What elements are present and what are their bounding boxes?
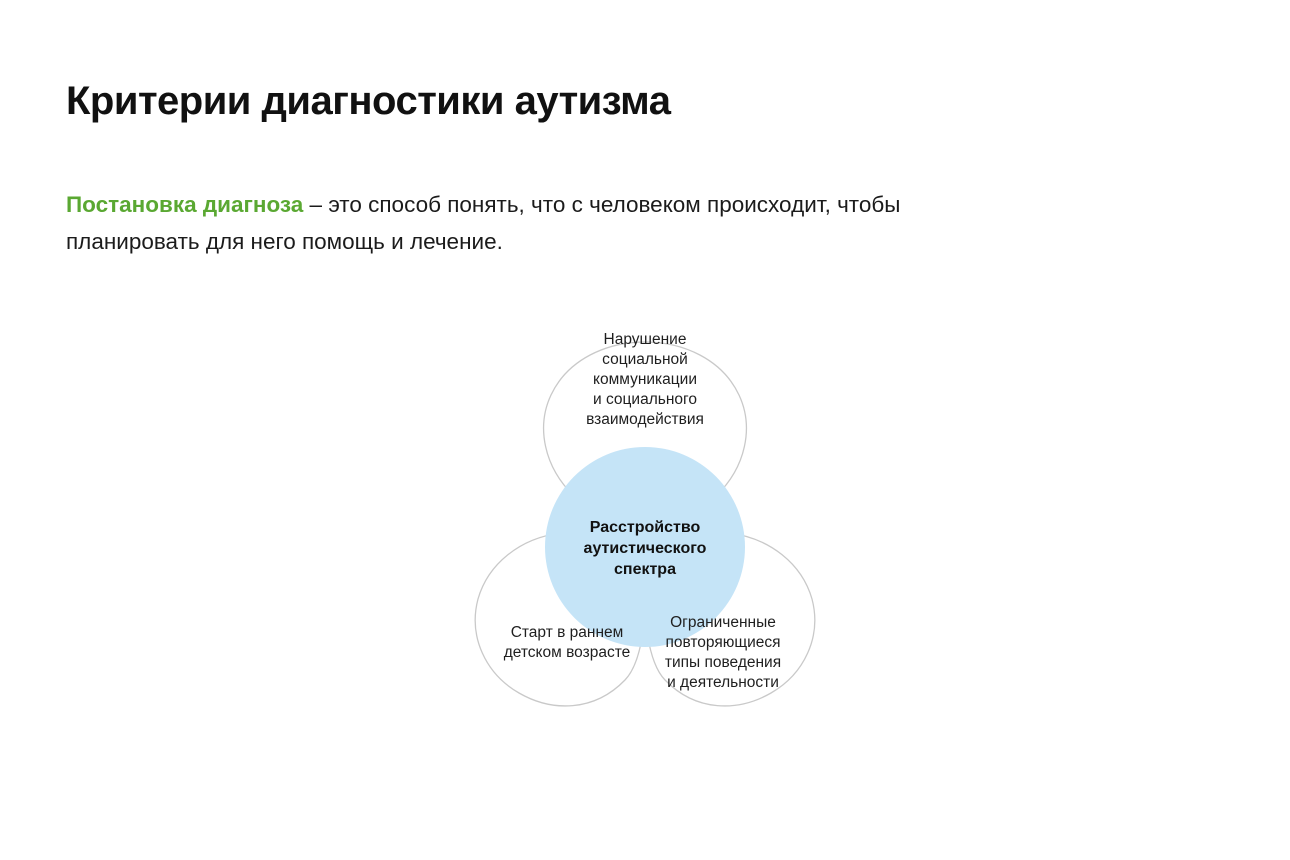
autism-criteria-diagram [345, 262, 945, 762]
petal-line: социальной [602, 351, 688, 368]
page-title: Критерии диагностики аутизма [66, 78, 671, 123]
petal-line: и деятельности [667, 674, 779, 691]
petal-label-early-onset [504, 624, 631, 661]
center-line: аутистического [583, 540, 707, 557]
petal-line: Ограниченные [670, 614, 776, 631]
petal-line: повторяющиеся [665, 634, 781, 651]
intro-accent-text: Постановка диагноза [66, 191, 304, 217]
petal-label-social-communication [586, 331, 704, 428]
petal-line: типы поведения [664, 654, 782, 671]
intro-rest-text: – это способ понять, что с человеком происходит, чтобы планировать для него помощь и лечение. [66, 191, 901, 254]
center-line: спектра [614, 561, 676, 578]
petal-line: взаимодействия [586, 411, 704, 428]
petal-label-restricted-behaviour [665, 614, 781, 691]
petal-line: Нарушение [603, 331, 687, 348]
petal-line: детском возрасте [503, 644, 631, 661]
petal-line: коммуникации [593, 371, 697, 388]
petal-line: и социального [593, 391, 697, 408]
center-line: Расстройство [589, 519, 701, 536]
intro-paragraph [66, 186, 926, 260]
petal-line: Старт в раннем [510, 624, 624, 641]
